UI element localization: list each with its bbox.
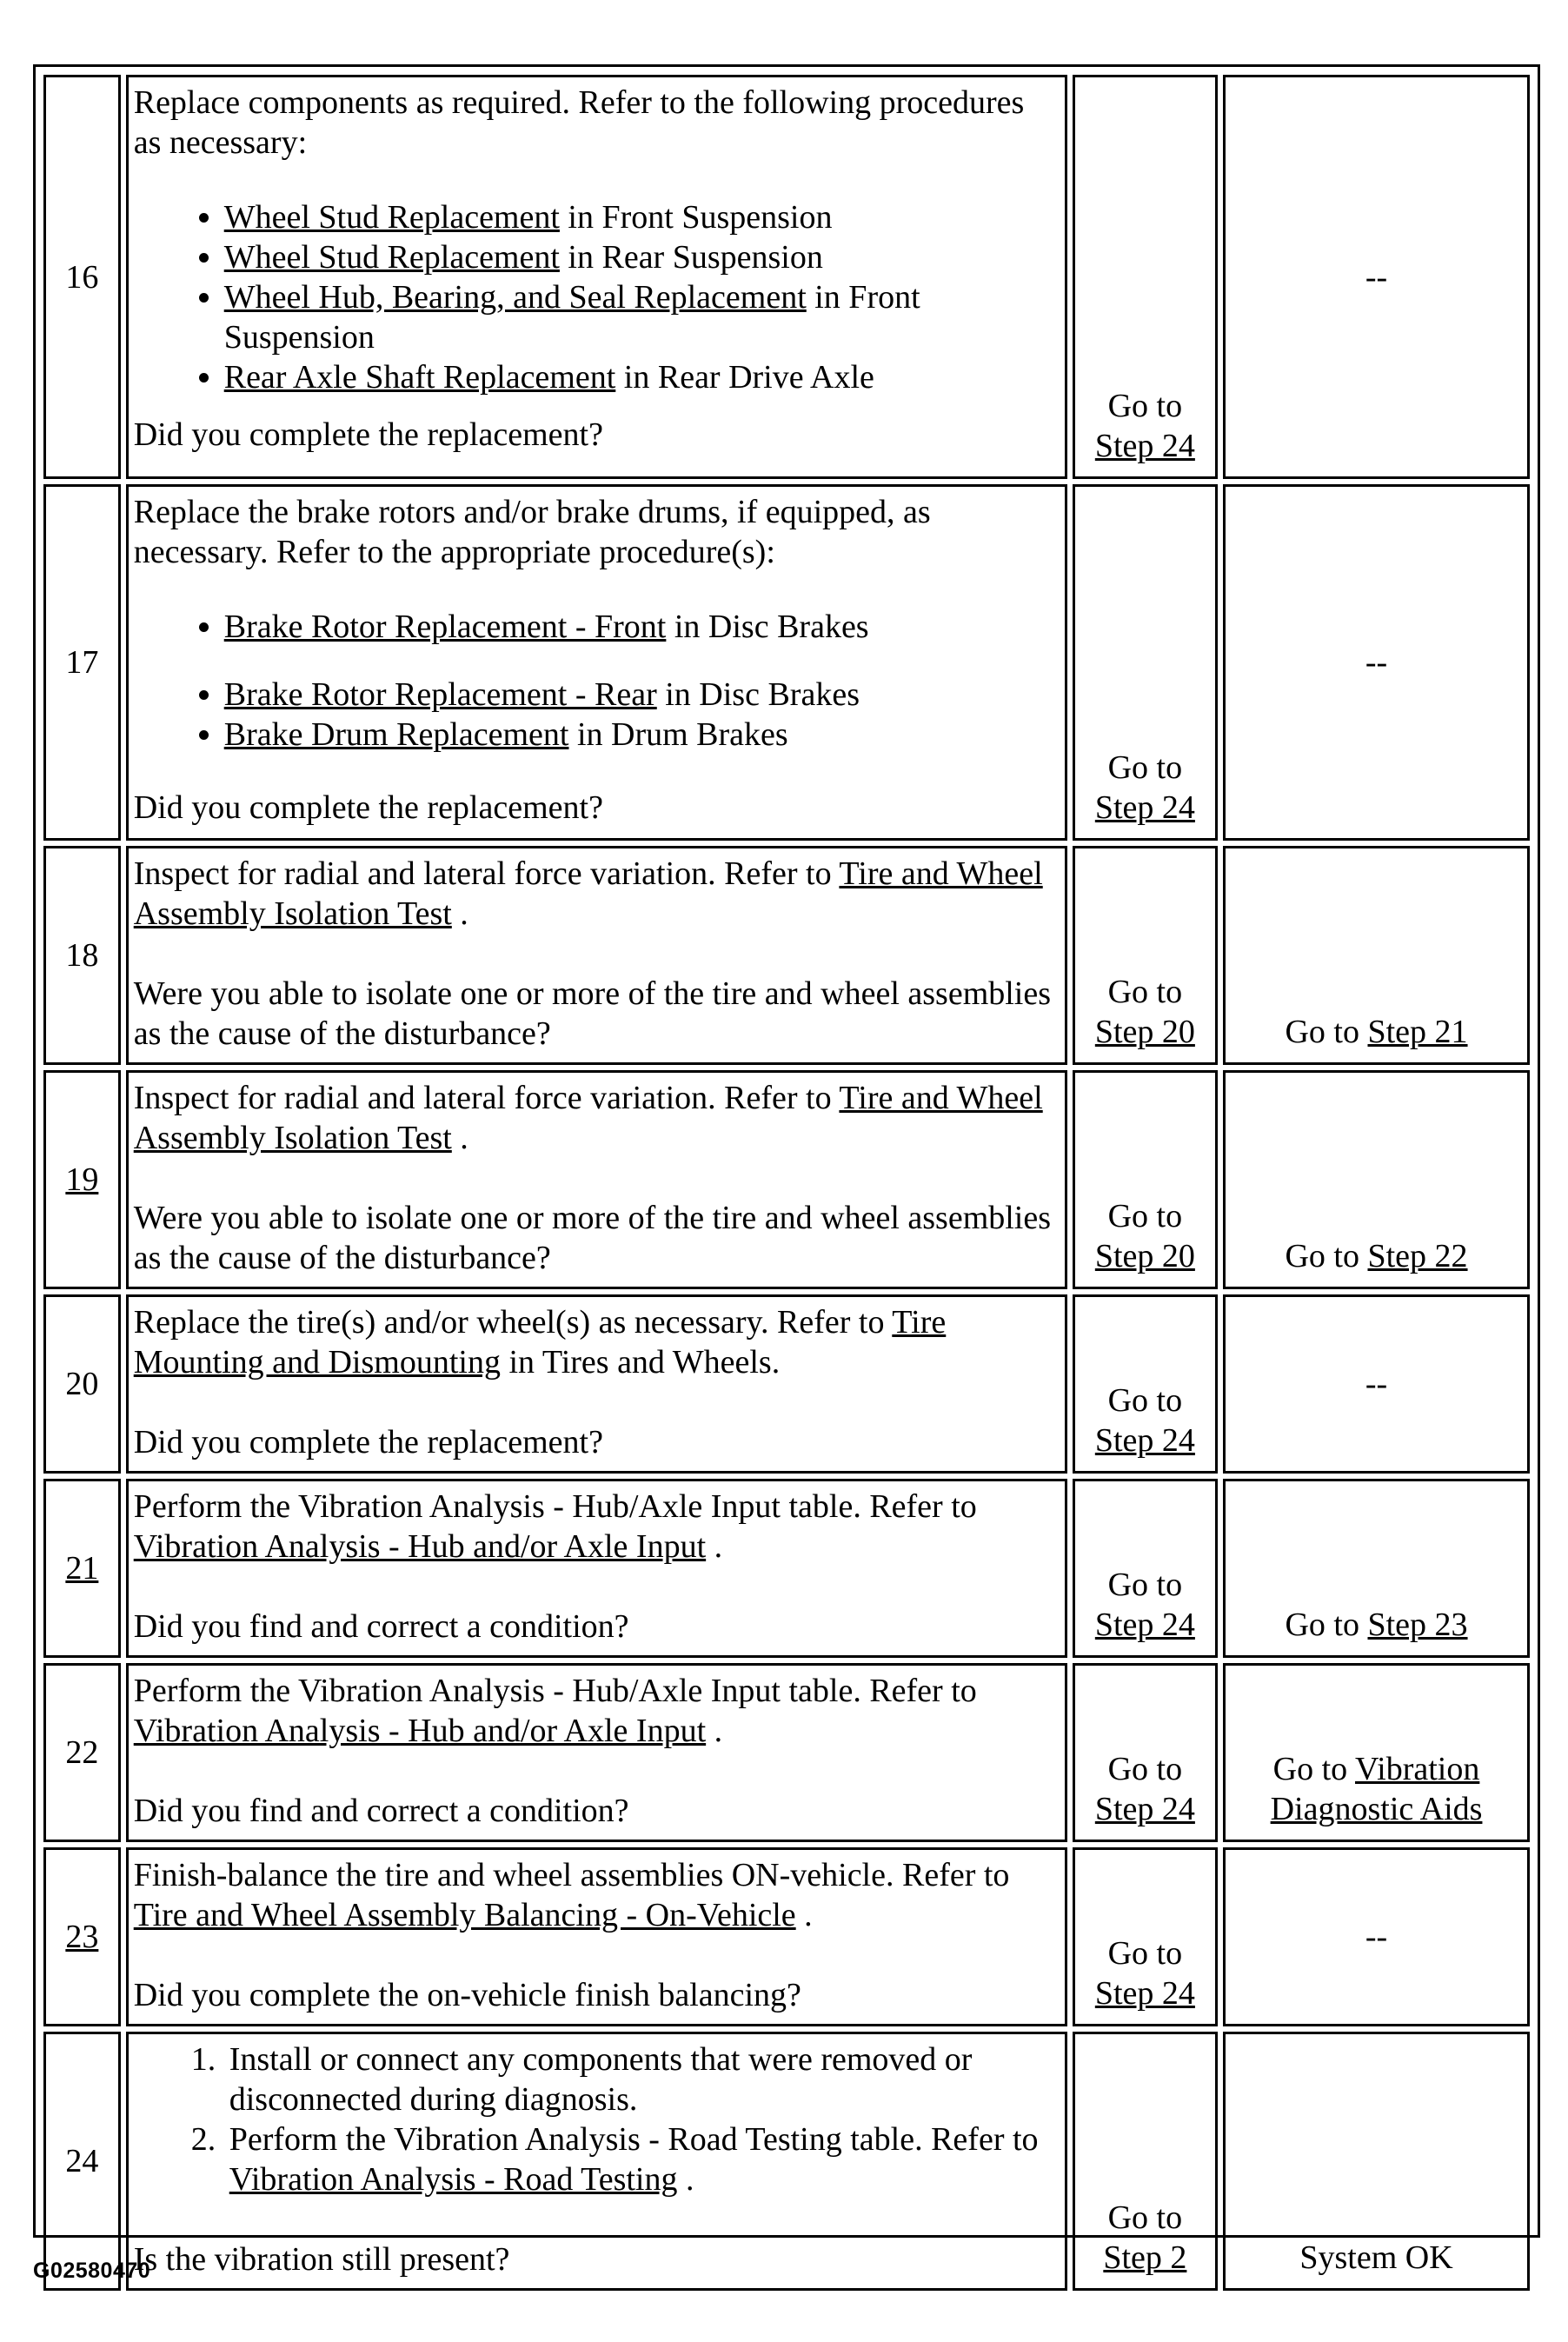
procedure-link[interactable]: Wheel Hub, Bearing, and Seal Replacement xyxy=(223,279,807,316)
goto-step-link[interactable]: Step 22 xyxy=(1367,1238,1468,1274)
procedure-list xyxy=(134,197,1060,397)
list-item: • Brake Drum Replacement in Drum Brakes xyxy=(224,715,1060,755)
procedure-link[interactable]: Brake Rotor Replacement - Rear xyxy=(223,676,657,713)
step-action xyxy=(126,75,1067,479)
procedure-link[interactable]: Tire Mounting and Dismounting xyxy=(133,1304,947,1381)
goto-step-link[interactable]: Step 24 xyxy=(1094,1791,1195,1827)
goto-step-link[interactable]: Step 23 xyxy=(1367,1607,1468,1643)
step-question: Is the vibration still present? xyxy=(133,2241,510,2278)
procedure-link[interactable]: Wheel Stud Replacement xyxy=(223,239,560,276)
goto-step-link[interactable]: Step 24 xyxy=(1094,1975,1195,2012)
table-row xyxy=(43,1663,1530,1842)
yes-result: Go to Step 24 xyxy=(1073,484,1218,841)
step-question: Did you complete the replacement? xyxy=(133,416,603,453)
step-action xyxy=(126,1070,1067,1289)
step-question: Did you complete the replacement? xyxy=(133,1424,603,1460)
step-number: 20 xyxy=(43,1294,121,1474)
table-row xyxy=(43,484,1530,841)
procedure-link[interactable]: Vibration Analysis - Hub and/or Axle Input xyxy=(133,1713,707,1749)
step-action xyxy=(126,846,1067,1065)
procedure-link[interactable]: Rear Axle Shaft Replacement xyxy=(223,359,616,396)
list-item: • Wheel Hub, Bearing, and Seal Replacement in Front Suspension xyxy=(224,277,1060,357)
yes-result: Go to Step 24 xyxy=(1073,75,1218,479)
goto-step-link[interactable]: Step 24 xyxy=(1094,1607,1195,1643)
step-action xyxy=(126,1479,1067,1658)
goto-step-link[interactable]: Step 20 xyxy=(1094,1014,1195,1050)
step-question: Did you find and correct a condition? xyxy=(133,1793,629,1829)
step-question: Did you complete the replacement? xyxy=(133,789,603,826)
step-number: 24 xyxy=(43,2032,121,2291)
no-result: Go to Step 21 xyxy=(1223,846,1530,1065)
table-row xyxy=(43,1294,1530,1474)
table-row xyxy=(43,75,1530,479)
step-number: 22 xyxy=(43,1663,121,1842)
step-instruction: Inspect for radial and lateral force variation. Refer to Tire and Wheel Assembly Isolation Test . xyxy=(133,1080,1043,1156)
step-action xyxy=(126,2032,1067,2291)
step-instruction: Perform the Vibration Analysis - Hub/Axle Input table. Refer to Vibration Analysis - Hub and/or Axle Input . xyxy=(133,1673,977,1749)
no-result: Go to Step 22 xyxy=(1223,1070,1530,1289)
step-instruction: Inspect for radial and lateral force variation. Refer to Tire and Wheel Assembly Isolation Test . xyxy=(133,855,1043,932)
yes-result: Go to Step 2 xyxy=(1073,2032,1218,2291)
step-number: 16 xyxy=(43,75,121,479)
step-number: 21 xyxy=(43,1479,121,1658)
procedure-link[interactable]: Brake Drum Replacement xyxy=(223,716,569,753)
step-number: 18 xyxy=(43,846,121,1065)
step-action xyxy=(126,1847,1067,2026)
no-result: Go to Step 23 xyxy=(1223,1479,1530,1658)
procedure-link[interactable]: Brake Rotor Replacement - Front xyxy=(223,609,667,645)
yes-result: Go to Step 24 xyxy=(1073,1479,1218,1658)
diagnostic-steps-table xyxy=(38,70,1535,2296)
table-row xyxy=(43,2032,1530,2291)
no-result: -- xyxy=(1223,1847,1530,2026)
yes-result: Go to Step 24 xyxy=(1073,1294,1218,1474)
step-question: Were you able to isolate one or more of the tire and wheel assemblies as the cause of the disturbance? xyxy=(133,975,1052,1052)
procedure-link[interactable]: Tire and Wheel Assembly Isolation Test xyxy=(133,1080,1043,1156)
no-result: -- xyxy=(1223,484,1530,841)
list-item: • Wheel Stud Replacement in Front Suspension xyxy=(224,197,1060,237)
yes-result: Go to Step 24 xyxy=(1073,1663,1218,1842)
step-action xyxy=(126,1294,1067,1474)
procedure-link[interactable]: Wheel Stud Replacement xyxy=(223,199,560,236)
yes-result: Go to Step 20 xyxy=(1073,1070,1218,1289)
table-row xyxy=(43,846,1530,1065)
step-action xyxy=(126,484,1067,841)
table-row xyxy=(43,1479,1530,1658)
procedure-list xyxy=(134,607,1060,755)
step-question: Did you complete the on-vehicle finish balancing? xyxy=(133,1977,801,2013)
step-question: Did you find and correct a condition? xyxy=(133,1608,629,1645)
step-instruction: Finish-balance the tire and wheel assemblies ON-vehicle. Refer to Tire and Wheel Assembly Balancing - On-Vehicle . xyxy=(133,1857,1010,1933)
procedure-link[interactable]: Vibration Analysis - Hub and/or Axle Input xyxy=(133,1528,707,1565)
no-result: -- xyxy=(1223,1294,1530,1474)
goto-step-link[interactable]: Step 20 xyxy=(1094,1238,1195,1274)
step-number: 19 xyxy=(43,1070,121,1289)
step-question: Were you able to isolate one or more of the tire and wheel assemblies as the cause of the disturbance? xyxy=(133,1200,1052,1276)
list-item: • Wheel Stud Replacement in Rear Suspension xyxy=(224,237,1060,277)
table-row xyxy=(43,1847,1530,2026)
numbered-steps xyxy=(134,2039,1060,2199)
no-result: -- xyxy=(1223,75,1530,479)
step-number: 17 xyxy=(43,484,121,841)
step-instruction: Perform the Vibration Analysis - Hub/Axle Input table. Refer to Vibration Analysis - Hub and/or Axle Input . xyxy=(133,1488,977,1565)
goto-step-link[interactable]: Step 24 xyxy=(1094,1422,1195,1459)
yes-result: Go to Step 20 xyxy=(1073,846,1218,1065)
no-result: System OK xyxy=(1223,2032,1530,2291)
step-instruction: Replace components as required. Refer to the following procedures as necessary: xyxy=(133,84,1025,161)
list-item: 1. Install or connect any components that were removed or disconnected during diagnosis. xyxy=(224,2039,1060,2119)
goto-step-link[interactable]: Step 24 xyxy=(1094,428,1195,464)
procedure-link[interactable]: Tire and Wheel Assembly Balancing - On-Vehicle xyxy=(133,1897,796,1933)
step-number: 23 xyxy=(43,1847,121,2026)
step-action xyxy=(126,1663,1067,1842)
list-item: • Brake Rotor Replacement - Front in Disc Brakes xyxy=(224,607,1060,647)
table-row xyxy=(43,1070,1530,1289)
list-item: 2. Perform the Vibration Analysis - Road Testing table. Refer to Vibration Analysis - Road Testing . xyxy=(224,2119,1060,2199)
procedure-link[interactable]: Vibration Analysis - Road Testing xyxy=(229,2161,678,2198)
list-item: • Rear Axle Shaft Replacement in Rear Drive Axle xyxy=(224,357,1060,397)
figure-id: G02580470 xyxy=(33,2259,151,2283)
goto-step-link[interactable]: Step 2 xyxy=(1103,2239,1187,2276)
yes-result: Go to Step 24 xyxy=(1073,1847,1218,2026)
goto-step-link[interactable]: Step 24 xyxy=(1094,789,1195,826)
procedure-link[interactable]: Tire and Wheel Assembly Isolation Test xyxy=(133,855,1043,932)
list-item: • Brake Rotor Replacement - Rear in Disc Brakes xyxy=(224,675,1060,715)
step-instruction: Replace the brake rotors and/or brake drums, if equipped, as necessary. Refer to the appropriate procedure(s): xyxy=(133,494,931,570)
no-result: Go to Vibration Diagnostic Aids xyxy=(1223,1663,1530,1842)
goto-step-link[interactable]: Step 21 xyxy=(1367,1014,1468,1050)
step-instruction: Replace the tire(s) and/or wheel(s) as necessary. Refer to Tire Mounting and Dismounting in Tires and Wheels. xyxy=(133,1304,947,1381)
vibration-diagnostic-aids-link[interactable]: Vibration Diagnostic Aids xyxy=(1270,1751,1483,1827)
